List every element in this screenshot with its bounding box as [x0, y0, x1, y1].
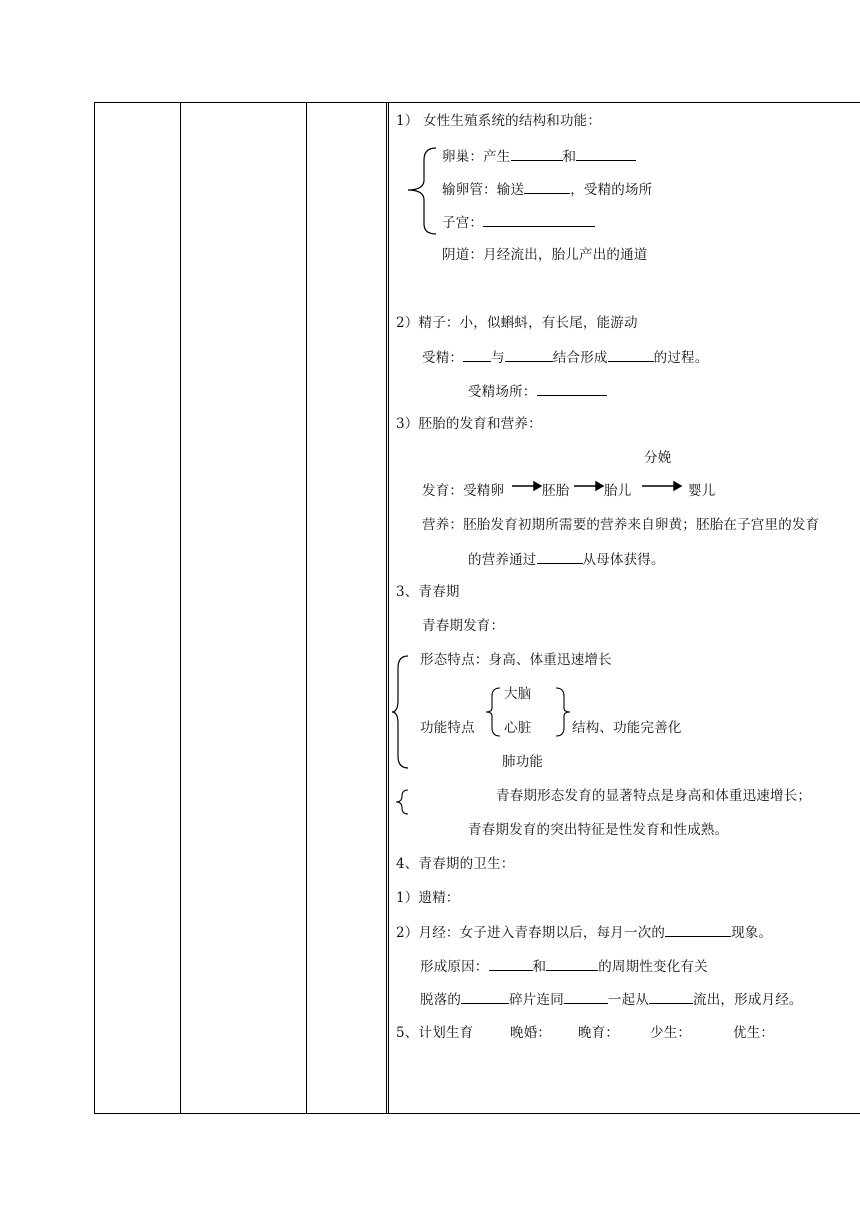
- arrow-icon: [512, 482, 541, 490]
- lung-label: 肺功能: [502, 754, 544, 770]
- function-brace-left: [486, 688, 500, 736]
- fewer-births: 少生：: [650, 1025, 692, 1041]
- fert-with: 与: [491, 350, 505, 366]
- shed-tail: 流出，形成月经。: [693, 992, 803, 1008]
- function-tail: 结构、功能完善化: [572, 720, 682, 736]
- morph-feature: 形态特点：身高、体重迅速增长: [420, 652, 612, 668]
- fert-label: 受精：: [422, 350, 464, 366]
- dev-label: 发育：受精卵: [422, 483, 505, 499]
- female-system-brace: [408, 148, 436, 234]
- arrow-icon: [642, 482, 681, 490]
- cause-label: 形成原因：: [420, 959, 489, 975]
- embryo-heading: 3）胚胎的发育和营养：: [396, 416, 542, 432]
- puberty-dev: 青春期发育：: [422, 618, 505, 634]
- hygiene-heading: 4、青春期的卫生：: [396, 856, 515, 872]
- uterus-label: 子宫：: [442, 215, 484, 231]
- menses-text: 2）月经：女子进入青春期以后，每月一次的: [396, 925, 666, 941]
- late-birth: 晚育：: [578, 1025, 620, 1041]
- fert-place-label: 受精场所：: [468, 384, 537, 400]
- function-label: 功能特点: [420, 720, 475, 736]
- shed-prefix: 脱落的: [420, 992, 462, 1008]
- shed-middle-1: 碎片连同: [509, 992, 564, 1008]
- hygiene-item-1: 1）遗精：: [396, 890, 460, 906]
- nutri-prefix: 的营养通过: [468, 552, 537, 568]
- cause-tail: 的周期性变化有关: [598, 959, 708, 975]
- heart-label: 心脏: [504, 720, 532, 736]
- puberty-heading: 3、青春期: [396, 584, 460, 600]
- cause-and: 和: [532, 959, 547, 975]
- shed-middle-2: 一起从: [607, 992, 650, 1008]
- puberty-note-1: 青春期形态发育的显著特点是身高和体重迅速增长；: [496, 788, 812, 804]
- fetus-label: 胎儿: [604, 483, 632, 499]
- nutri-suffix: 从母体获得。: [582, 552, 665, 568]
- late-marriage: 晚婚：: [510, 1025, 552, 1041]
- embryo-label: 胚胎: [542, 483, 570, 499]
- ovary-and: 和: [562, 149, 577, 165]
- puberty-brace: [392, 656, 408, 768]
- birth-label: 分娩: [644, 450, 672, 466]
- menses-tail: 现象。: [731, 925, 773, 941]
- vagina-line: 阴道：月经流出，胎儿产出的通道: [442, 247, 648, 263]
- arrow-icon: [574, 482, 603, 490]
- sperm-line: 2）精子：小，似蝌蚪，有长尾，能游动: [396, 315, 638, 331]
- fert-combine: 结合形成: [552, 350, 608, 366]
- notes-brace: [396, 790, 408, 814]
- oviduct-label: 输卵管：输送: [442, 182, 525, 198]
- baby-label: 婴儿: [688, 483, 716, 499]
- function-brace-right: [556, 688, 570, 736]
- oviduct-tail: ，受精的场所: [570, 182, 653, 198]
- fert-process: 的过程。: [653, 350, 709, 366]
- family-planning-heading: 5、计划生育: [396, 1025, 474, 1041]
- nutrition-line-1: 营养：胚胎发育初期所需要的营养来自卵黄；胚胎在子宫里的发育: [422, 517, 820, 533]
- brain-label: 大脑: [504, 686, 532, 702]
- female-system-heading: 1） 女性生殖系统的结构和功能：: [396, 113, 602, 129]
- better-births: 优生：: [733, 1025, 775, 1041]
- ovary-label: 卵巢：产生: [442, 149, 511, 165]
- puberty-note-2: 青春期发育的突出特征是性发育和性成熟。: [468, 822, 729, 838]
